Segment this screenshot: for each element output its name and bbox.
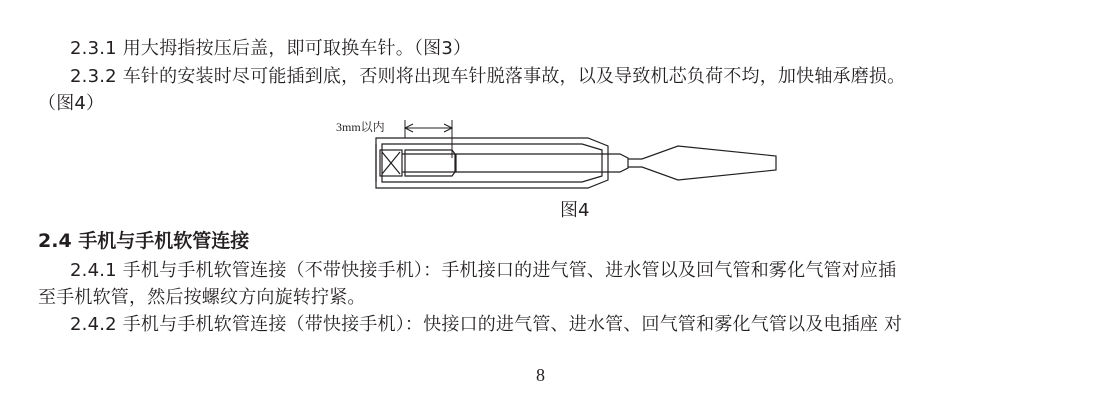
- figure-4-bur-insertion-diagram: [330, 116, 790, 200]
- dimension-label: 3mm以内: [336, 120, 385, 134]
- back-cap-x-mark: [380, 150, 402, 176]
- section-title-2-4: 2.4 手机与手机软管连接: [38, 230, 250, 252]
- page-number: 8: [536, 365, 545, 385]
- paragraph-2-4-1-continuation: 至手机软管，然后按螺纹方向旋转拧紧。: [38, 287, 366, 308]
- paragraph-2-3-2: 2.3.2 车针的安装时尽可能插到底，否则将出现车针脱落事故，以及导致机芯负荷不均，加快轴承磨损。: [70, 66, 906, 87]
- handpiece-head: [376, 138, 608, 188]
- bur-cutting-head: [628, 146, 776, 180]
- dimension-arrow: [405, 120, 452, 158]
- paragraph-2-4-1: 2.4.1 手机与手机软管连接（不带快接手机）：手机接口的进气管、进水管以及回气管和雾化气管对应插: [70, 260, 897, 281]
- paragraph-2-3-1: 2.3.1 用大拇指按压后盖，即可取换车针。（图3）: [70, 38, 472, 59]
- bur-shank: [402, 154, 628, 172]
- paragraph-2-3-2-continuation: （图4）: [38, 93, 105, 114]
- figure-4-caption: 图4: [560, 200, 590, 221]
- paragraph-2-4-2: 2.4.2 手机与手机软管连接（带快接手机）：快接口的进气管、进水管、回气管和雾化气管以及电插座 对: [70, 314, 903, 335]
